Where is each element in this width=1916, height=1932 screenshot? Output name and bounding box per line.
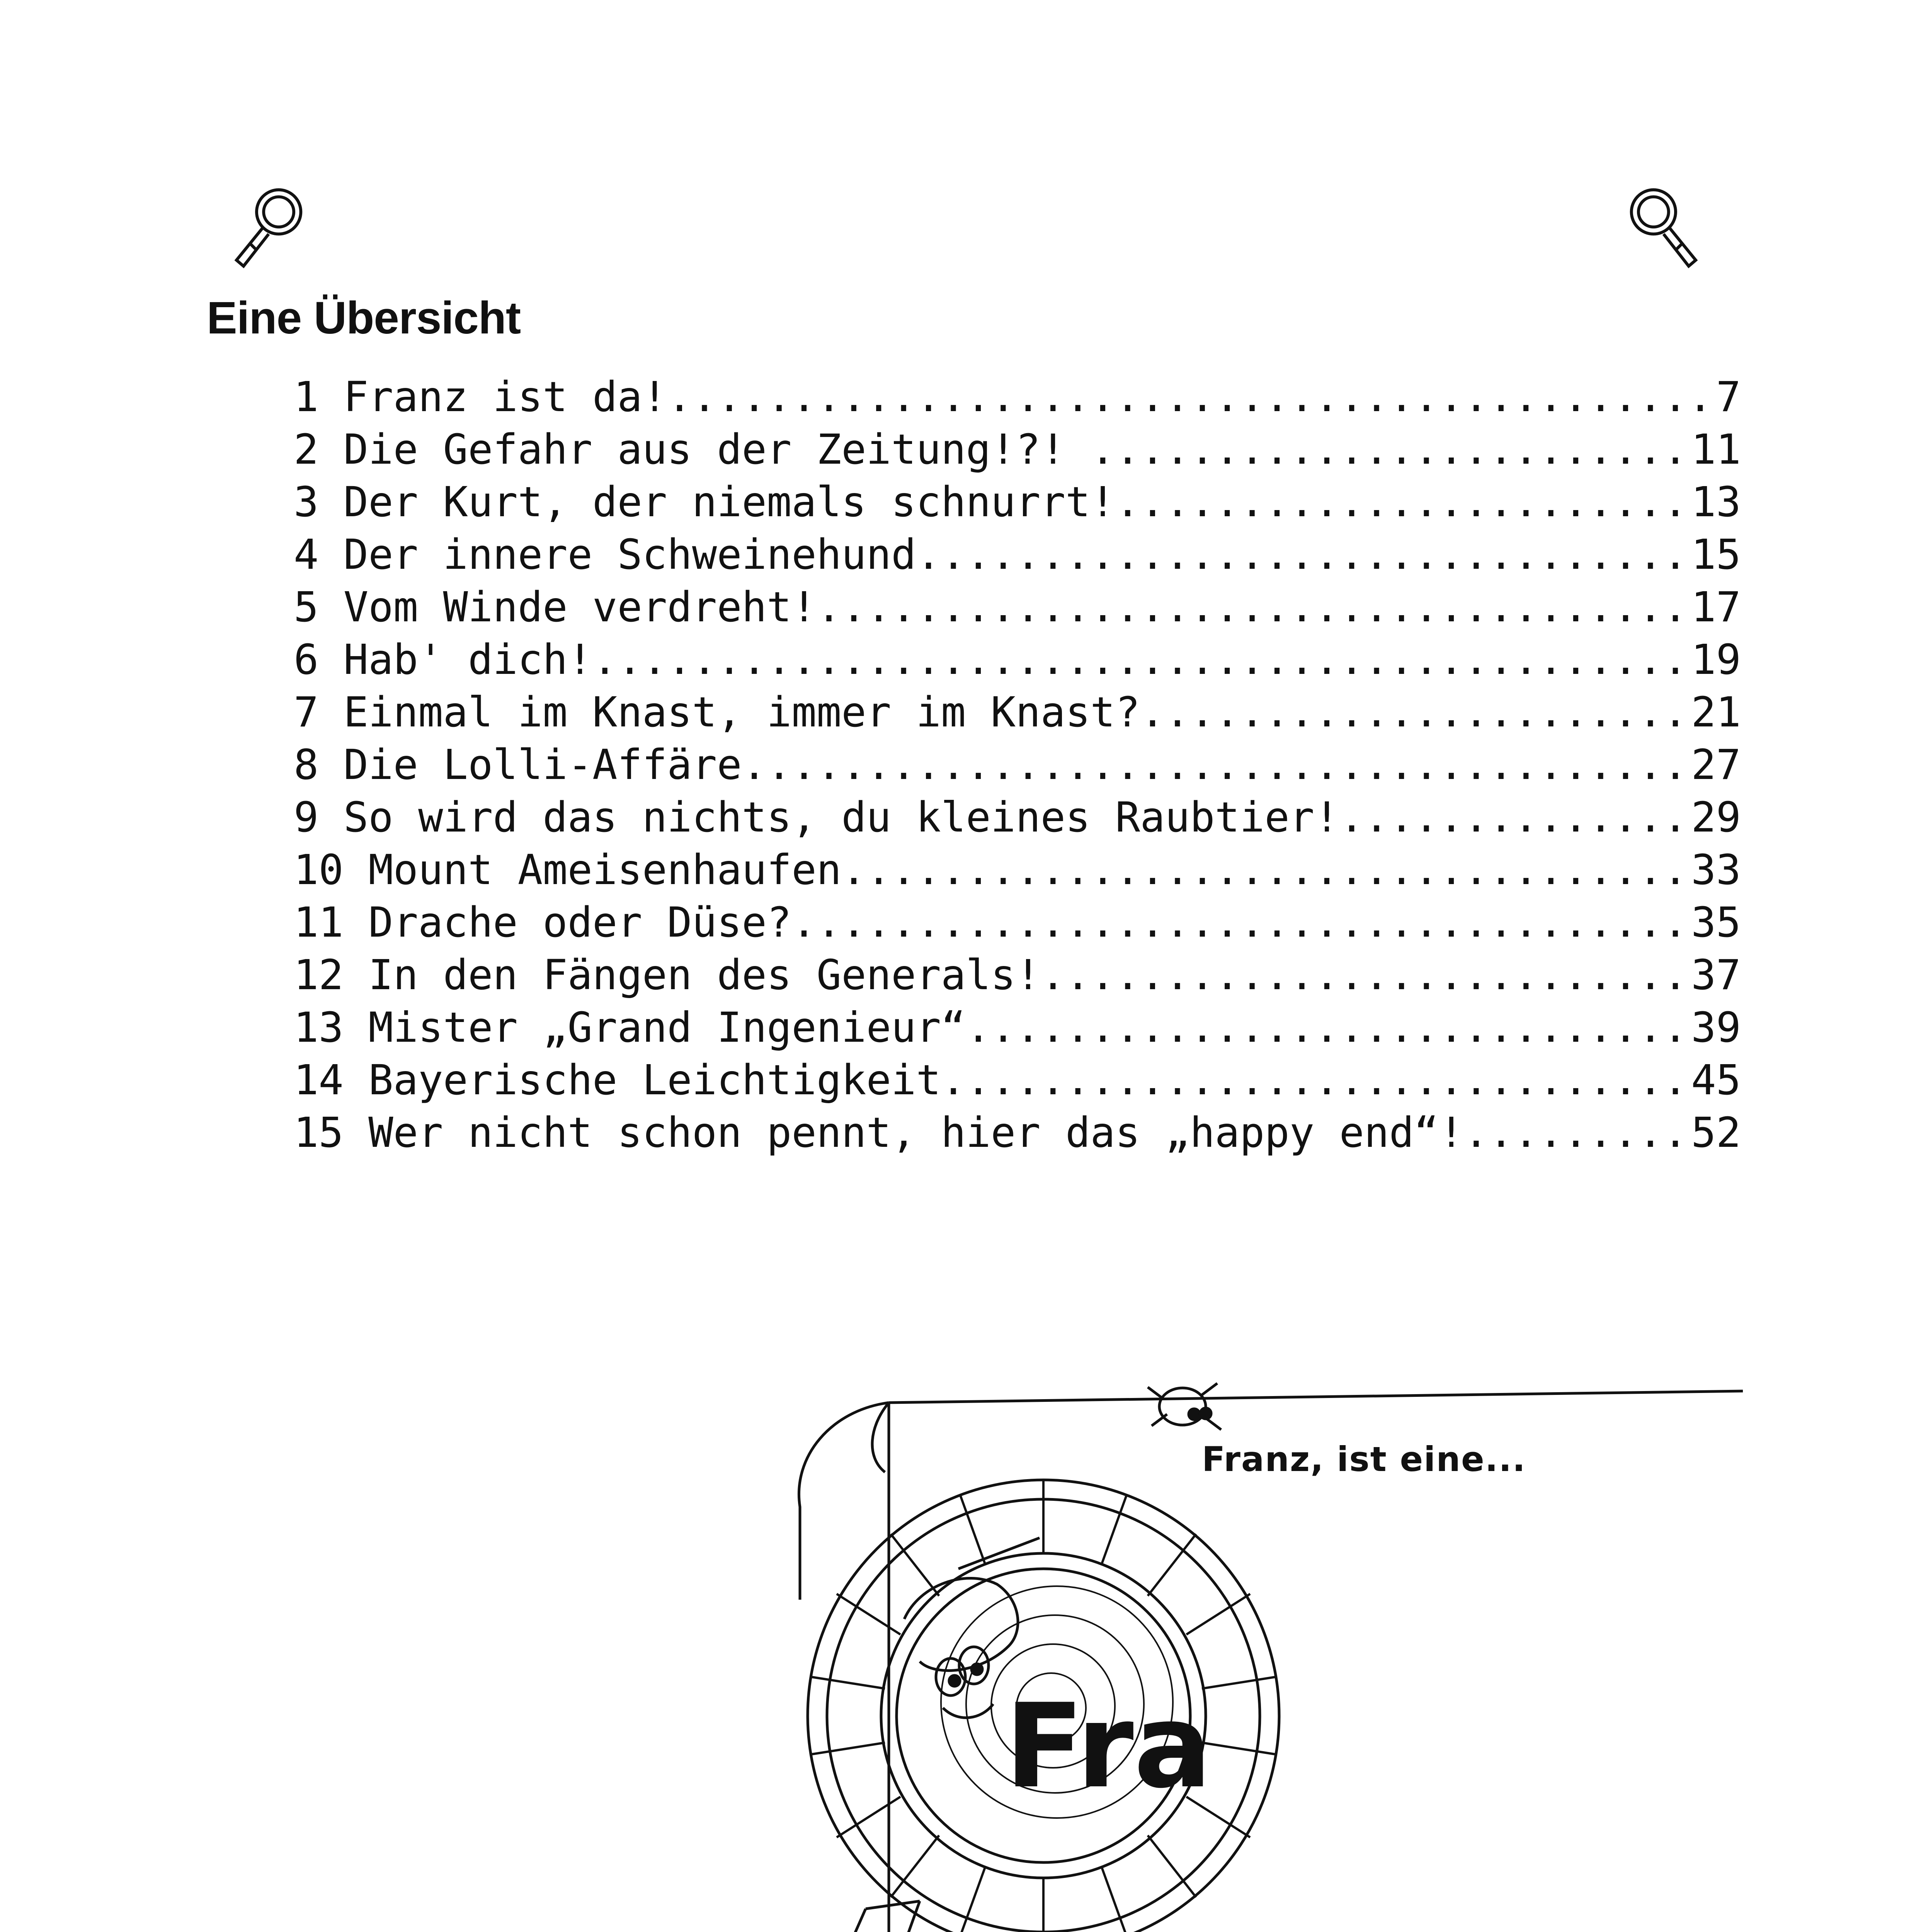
toc-entry-title: Der innere Schweinehund — [343, 531, 916, 579]
toc-entry-title: Mount Ameisenhaufen — [368, 846, 842, 894]
toc-entry-page: 13 — [1691, 478, 1741, 526]
toc-entry-page: 15 — [1691, 531, 1741, 579]
toc-entry-page: 21 — [1691, 689, 1741, 736]
toc-entry-page: 37 — [1691, 951, 1741, 999]
magnifier-icon — [216, 178, 317, 278]
toc-entry-number: 1 — [294, 373, 319, 421]
toc-entry — [294, 371, 1741, 423]
toc-entry-number: 10 — [294, 846, 344, 894]
toc-entry-page: 17 — [1691, 583, 1741, 631]
toc-entry-title: Die Gefahr aus der Zeitung!?! — [343, 426, 1091, 474]
toc-entry-page: 29 — [1691, 794, 1741, 842]
illustration-caption: Franz, ist eine... — [1202, 1439, 1526, 1479]
toc-leader-dots — [1339, 791, 1691, 844]
toc-entry-number: 15 — [294, 1109, 344, 1157]
toc-spacer — [318, 686, 343, 739]
toc-entry-number: 14 — [294, 1056, 344, 1104]
toc-entry — [294, 896, 1741, 949]
toc-entry — [294, 844, 1741, 896]
toc-entry-number: 7 — [294, 689, 319, 736]
toc-entry — [294, 476, 1741, 529]
toc-leader-dots — [1115, 476, 1691, 529]
toc-entry — [294, 581, 1741, 634]
toc-spacer — [344, 1107, 368, 1159]
toc-entry-page: 45 — [1691, 1056, 1741, 1104]
toc-spacer — [344, 844, 368, 896]
magnifier-icon — [1615, 178, 1716, 278]
toc-entry-title: In den Fängen des Generals! — [368, 951, 1041, 999]
toc-spacer — [318, 739, 343, 791]
page-title: Eine Übersicht — [207, 293, 521, 344]
toc-entry-number: 3 — [294, 478, 319, 526]
toc-spacer — [318, 476, 343, 529]
toc-entry-number: 13 — [294, 1004, 344, 1052]
toc-spacer — [318, 371, 343, 423]
toc-entry-title: Wer nicht schon pennt, hier das „happy end“! — [368, 1109, 1464, 1157]
toc-entry-page: 19 — [1691, 636, 1741, 684]
toc-entry — [294, 739, 1741, 791]
toc-spacer — [318, 634, 343, 686]
toc-entry-page: 27 — [1691, 741, 1741, 789]
toc-entry — [294, 529, 1741, 581]
toc-leader-dots — [592, 634, 1691, 686]
toc-entry-number: 12 — [294, 951, 344, 999]
toc-entry-page: 7 — [1716, 373, 1741, 421]
toc-entry-title: Mister „Grand Ingenieur“ — [368, 1004, 966, 1052]
toc-entry-title: Vom Winde verdreht! — [343, 583, 817, 631]
toc-leader-dots — [817, 581, 1691, 634]
toc-entry-number: 4 — [294, 531, 319, 579]
toc-entry-number: 9 — [294, 794, 319, 842]
toc-spacer — [318, 791, 343, 844]
toc-leader-dots — [667, 371, 1716, 423]
toc-entry — [294, 791, 1741, 844]
toc-entry-title: Franz ist da! — [343, 373, 667, 421]
toc-leader-dots — [916, 529, 1691, 581]
toc-entry-page: 11 — [1691, 426, 1741, 474]
toc-spacer — [344, 1002, 368, 1054]
toc-entry-number: 5 — [294, 583, 319, 631]
toc-entry — [294, 1054, 1741, 1107]
toc-entry-title: Einmal im Knast, immer im Knast? — [343, 689, 1140, 736]
toc-spacer — [344, 949, 368, 1002]
toc-entry-title: Hab' dich! — [343, 636, 593, 684]
toc-entry — [294, 423, 1741, 476]
toc-entry-page: 39 — [1691, 1004, 1741, 1052]
toc-entry-number: 6 — [294, 636, 319, 684]
toc-entry-title: Bayerische Leichtigkeit — [368, 1056, 941, 1104]
table-of-contents — [294, 371, 1741, 1159]
toc-entry-title: Der Kurt, der niemals schnurrt! — [343, 478, 1115, 526]
toc-entry-title: Die Lolli-Affäre — [343, 741, 742, 789]
toc-leader-dots — [742, 739, 1691, 791]
toc-leader-dots — [1464, 1107, 1691, 1159]
toc-spacer — [344, 896, 368, 949]
toc-entry-number: 2 — [294, 426, 319, 474]
toc-leader-dots — [791, 896, 1691, 949]
toc-entry-page: 52 — [1691, 1109, 1741, 1157]
toc-spacer — [344, 1054, 368, 1107]
toc-entry — [294, 634, 1741, 686]
toc-leader-dots — [841, 844, 1691, 896]
toc-entry-page: 35 — [1691, 899, 1741, 947]
toc-entry — [294, 1107, 1741, 1159]
toc-leader-dots — [941, 1054, 1691, 1107]
toc-leader-dots — [1090, 423, 1691, 476]
toc-entry-number: 8 — [294, 741, 319, 789]
toc-leader-dots — [1140, 686, 1691, 739]
toc-entry — [294, 1002, 1741, 1054]
toc-spacer — [318, 581, 343, 634]
toc-leader-dots — [1041, 949, 1691, 1002]
toc-entry-title: Drache oder Düse? — [368, 899, 792, 947]
toc-entry — [294, 949, 1741, 1002]
toc-entry-number: 11 — [294, 899, 344, 947]
toc-entry-page: 33 — [1691, 846, 1741, 894]
toc-entry-title: So wird das nichts, du kleines Raubtier! — [343, 794, 1339, 842]
toc-spacer — [318, 423, 343, 476]
toc-leader-dots — [966, 1002, 1691, 1054]
toc-entry — [294, 686, 1741, 739]
toc-spacer — [318, 529, 343, 581]
illustration-big-letters: Fra — [1005, 1679, 1212, 1814]
